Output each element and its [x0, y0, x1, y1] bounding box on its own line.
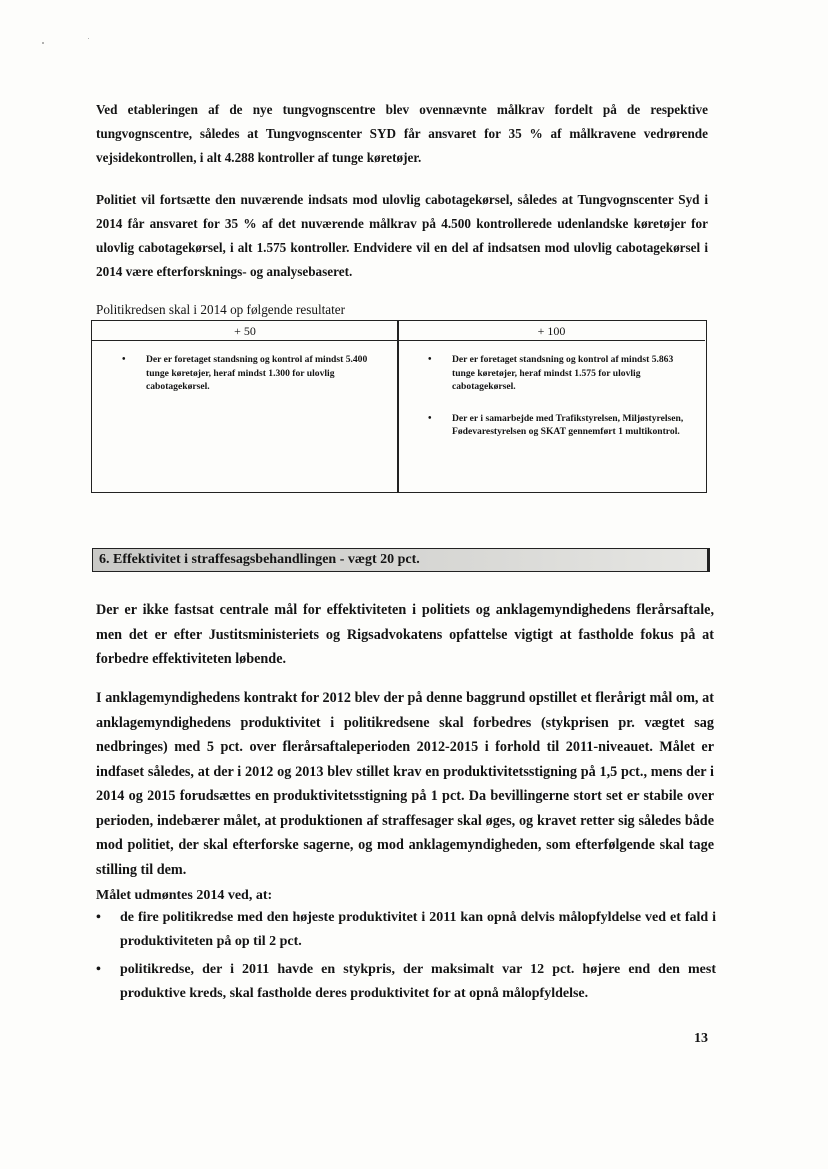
scan-speck: [42, 42, 44, 44]
paragraph-kontrakt: I anklagemyndighedens kontrakt for 2012 blev der på denne baggrund opstillet et flerårigt mål om, at anklagemyndighedens produktivitet i politikredsene skal forbedres (stykprisen pr. vægtet sag nedbringes) med 5 pct. over flerårsaftaleperioden 2012-2015 i forhold til 2011-niveauet. Målet er indfaset således, at der i 2012 og 2013 blev stillet krav en produktivitetsstigning på 1,5 pct., mens der i 2014 og 2015 forudsættes en produktivitetsstigning på 1 pct. Da bevillingerne stort set er stabile over perioden, indebærer målet, at produktionen af straffesager skal øges, og kravet retter sig således både mod politiet, der skal efterforske sagerne, og mod anklagemyndigheden, som efterfølgende skal tage stilling til dem.: [96, 690, 714, 878]
page-number: 13: [694, 1031, 708, 1046]
table-header-plus-50: + 50: [92, 321, 398, 341]
paragraph-effektivitet: Der er ikke fastsat centrale mål for effektiviteten i politiets og anklagemyndighedens flerårsaftale, men det er efter Justitsministeriets og Rigsadvokatens opfattelse vigtigt at fastholde fokus på at forbedre effektiviteten løbende.: [96, 602, 714, 667]
table-bullet: [428, 353, 698, 394]
table-caption: Politikredsen skal i 2014 op følgende resultater: [96, 300, 396, 321]
scan-speck: [88, 38, 89, 39]
paragraph-cabotage: Politiet vil fortsætte den nuværende indsats mod ulovlig cabotagekørsel, således at Tungvognscenter Syd i 2014 får ansvaret for 35 % af det nuværende målkrav på 4.500 kontrollerede udenlandske køretøjer for ulovlig cabotagekørsel, i alt 1.575 kontroller. Endvidere vil en del af indsatsen mod ulovlig cabotagekørsel i 2014 være efterforsknings- og analysebaseret.: [96, 192, 708, 279]
results-table: [91, 320, 707, 493]
table-bullet-text: Der er foretaget standsning og kontrol af mindst 5.400 tunge køretøjer, heraf mindst 1.300 for ulovlig cabotagekørsel.: [146, 354, 368, 392]
list-item-text: de fire politikredse med den højeste produktivitet i 2011 kan opnå delvis målopfyldelse ved et fald i produktiviteten på op til 2 pct.: [120, 910, 716, 949]
table-bullet: [122, 353, 390, 394]
table-bullet-text: Der er foretaget standsning og kontrol af mindst 5.863 tunge køretøjer, heraf mindst 1.575 for ulovlig cabotagekørsel.: [452, 354, 674, 392]
bullet-dot: •: [96, 910, 101, 925]
section-heading-text: 6. Effektivitet i straffesagsbehandlingen - vægt 20 pct.: [99, 552, 420, 567]
list-item-text: politikredse, der i 2011 havde en stykpris, der maksimalt var 12 pct. højere end den mest produktive kreds, skal fastholde deres produktivitet for at opnå målopfyldelse.: [120, 962, 716, 1001]
bullet-dot: •: [428, 354, 432, 365]
bullet-dot: •: [122, 354, 126, 365]
table-cell-right: [428, 353, 698, 457]
column-divider: [397, 321, 399, 492]
table-bullet: [428, 412, 698, 439]
list-item: [96, 958, 716, 1006]
bullet-dot: •: [96, 962, 101, 977]
list-item: [96, 906, 716, 954]
section-heading: [92, 548, 710, 572]
table-header-plus-100: + 100: [398, 321, 705, 341]
table-bullet-text: Der er i samarbejde med Trafikstyrelsen, Miljøstyrelsen, Fødevarestyrelsen og SKAT gennemført 1 multikontrol.: [452, 412, 684, 437]
bullet-dot: •: [428, 412, 432, 424]
paragraph-maalet: Målet udmøntes 2014 ved, at:: [96, 888, 273, 903]
table-cell-left: [122, 353, 390, 412]
paragraph-vejsidekontrol: Ved etableringen af de nye tungvognscentre blev ovennævnte målkrav fordelt på de respektive tungvognscentre, således at Tungvognscenter SYD får ansvaret for 35 % af målkravene vedrørende vejsidekontrollen, i alt 4.288 kontroller af tunge køretøjer.: [96, 102, 708, 165]
bullet-list: [96, 906, 716, 1010]
